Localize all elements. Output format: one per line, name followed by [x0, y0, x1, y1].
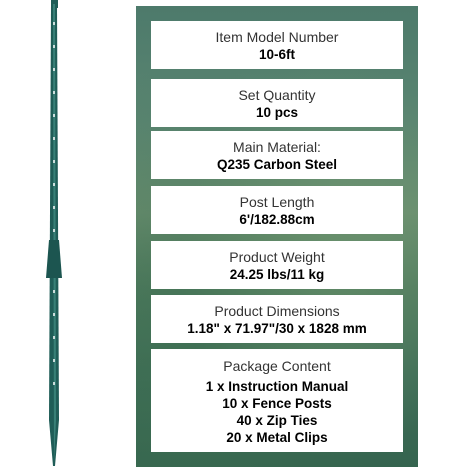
spec-label: Package Content [223, 358, 331, 374]
package-item: 20 x Metal Clips [226, 430, 328, 445]
spec-panel [136, 6, 418, 467]
spec-value: 6'/182.88cm [239, 212, 315, 227]
spec-card-model [151, 21, 403, 69]
spec-card-length [151, 186, 403, 234]
package-item: 1 x Instruction Manual [205, 379, 349, 394]
spec-card-material [151, 131, 403, 179]
spec-label: Item Model Number [215, 29, 339, 45]
spec-value: Q235 Carbon Steel [216, 157, 338, 172]
spec-card-dimensions [151, 295, 403, 343]
spec-card-weight [151, 241, 403, 289]
spec-card-quantity [151, 79, 403, 127]
package-item: 10 x Fence Posts [222, 396, 332, 411]
spec-label: Product Dimensions [214, 303, 340, 319]
spec-label: Main Material: [233, 139, 321, 155]
fence-post-image [40, 0, 70, 466]
spec-label: Product Weight [229, 249, 325, 265]
spec-value: 1.18" x 71.97"/30 x 1828 mm [187, 321, 367, 336]
spec-card-package-content [151, 349, 403, 452]
package-item: 40 x Zip Ties [236, 413, 318, 428]
spec-value: 24.25 lbs/11 kg [229, 267, 325, 282]
spec-label: Set Quantity [238, 87, 316, 103]
spec-value: 10-6ft [258, 47, 295, 62]
spec-label: Post Length [239, 194, 315, 210]
spec-value: 10 pcs [255, 105, 299, 120]
